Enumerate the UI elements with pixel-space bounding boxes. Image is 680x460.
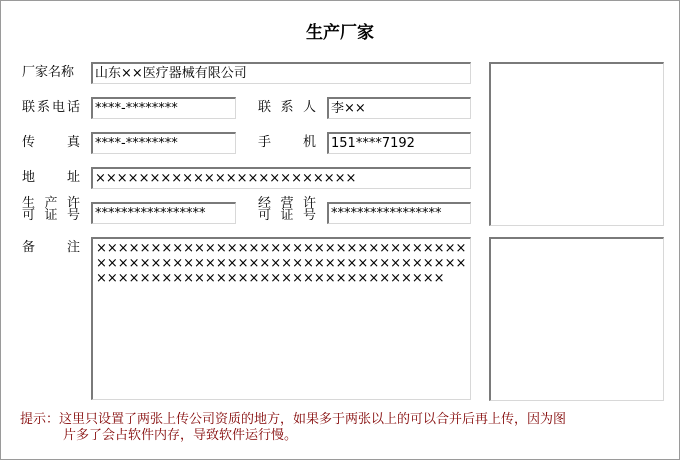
page-title: 生产厂家	[306, 23, 374, 43]
fax-label: 传 真	[22, 135, 80, 150]
qualification-image-1[interactable]	[489, 62, 664, 226]
contact-label: 联 系 人	[258, 100, 316, 115]
mobile-input[interactable]: 151****7192	[327, 132, 471, 154]
production-license-input[interactable]: *****************	[91, 202, 236, 224]
tip-line-2: 片多了会占软件内存，导致软件运行慢。	[63, 428, 298, 443]
phone-input[interactable]: ****-********	[91, 97, 236, 119]
tip-line-1: 提示：这里只设置了两张上传公司资质的地方，如果多于两张以上的可以合并后再上传，因为图	[20, 412, 567, 427]
production-license-label: 生 产 许 可 证 号	[22, 196, 80, 223]
fax-input[interactable]: ****-********	[91, 132, 236, 154]
remarks-label: 备 注	[22, 240, 80, 255]
business-license-label: 经 营 许 可 证 号	[258, 196, 316, 223]
contact-input[interactable]: 李××	[327, 97, 471, 119]
business-license-input[interactable]: *****************	[327, 202, 471, 224]
manufacturer-name-label: 厂家名称	[22, 65, 75, 80]
remarks-textarea[interactable]: ××××××××××××××××××××××××××××××××××××××××××××××××××××××××××××××××××××××××××××××××××××××××××××××××××××	[91, 237, 471, 400]
address-label: 地 址	[22, 170, 80, 185]
address-input[interactable]: ××××××××××××××××××××××××	[91, 167, 471, 189]
phone-label: 联 系 电 话	[22, 100, 80, 115]
tip-text	[20, 412, 670, 444]
manufacturer-name-input[interactable]: 山东××医疗器械有限公司	[91, 62, 471, 84]
mobile-label: 手 机	[258, 135, 316, 150]
qualification-image-2[interactable]	[489, 237, 664, 401]
